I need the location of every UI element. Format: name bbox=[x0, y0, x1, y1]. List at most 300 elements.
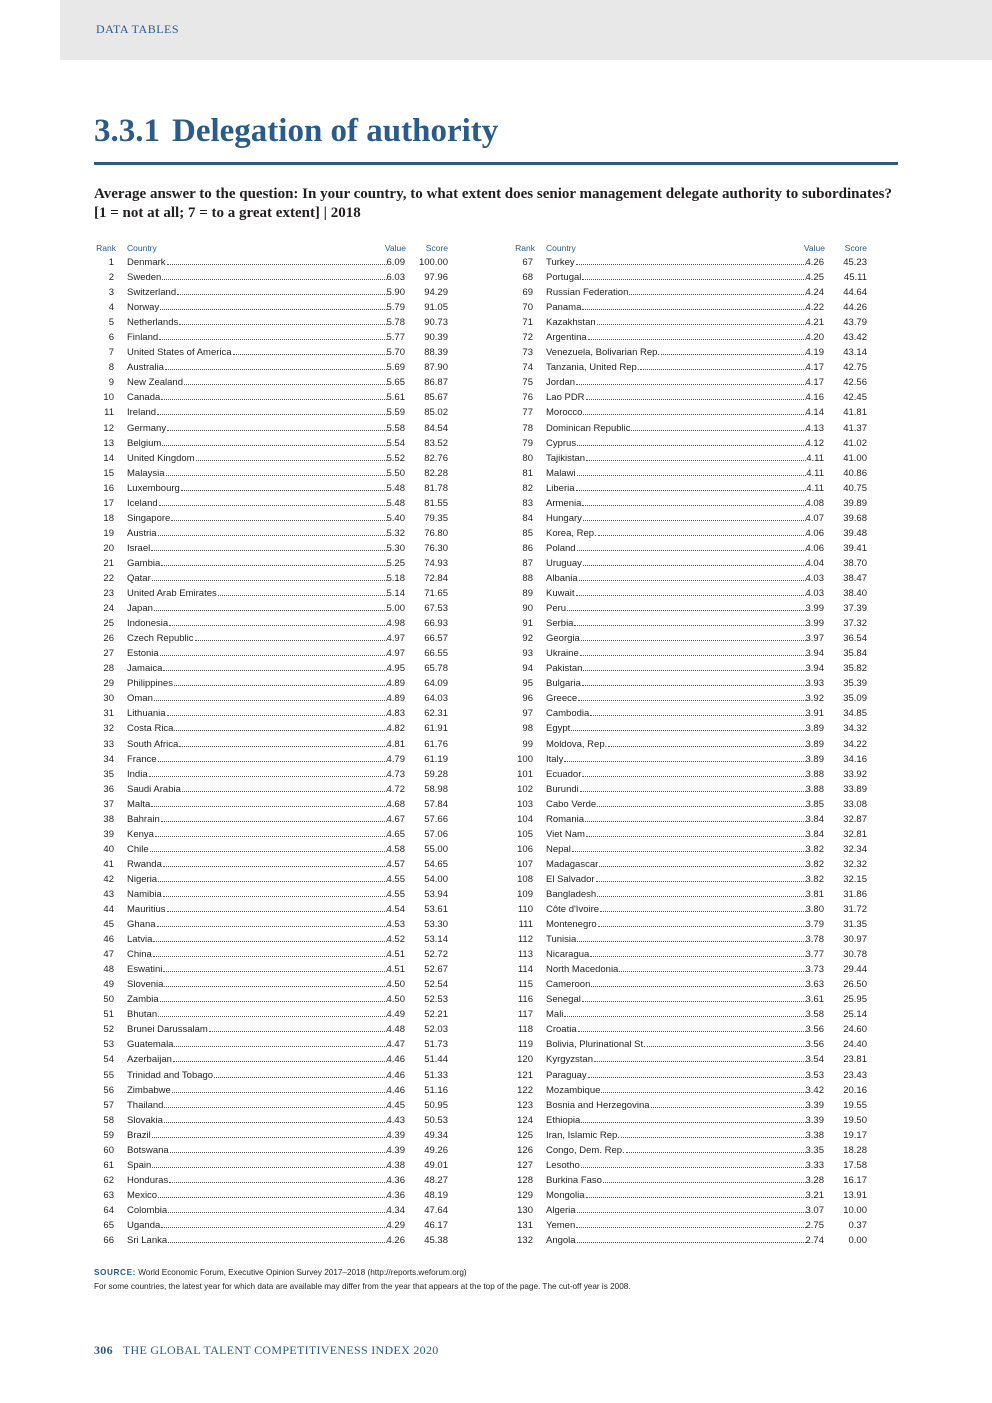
table-row bbox=[88, 436, 448, 451]
row-rank: 107 bbox=[517, 858, 533, 870]
table-row bbox=[88, 270, 448, 285]
dot-leader bbox=[597, 806, 806, 807]
row-country: Tunisia bbox=[546, 934, 577, 946]
row-country-cell bbox=[127, 1203, 387, 1218]
row-country-cell bbox=[127, 285, 387, 300]
row-value: 4.43 bbox=[386, 1114, 405, 1126]
row-rank: 110 bbox=[517, 904, 533, 916]
row-country-cell bbox=[546, 782, 806, 797]
table-row bbox=[507, 315, 867, 330]
row-rank: 30 bbox=[103, 693, 114, 705]
row-value: 3.53 bbox=[805, 1069, 824, 1081]
row-rank: 69 bbox=[522, 287, 533, 299]
row-rank: 77 bbox=[522, 407, 533, 419]
header-value: Value bbox=[803, 243, 825, 253]
dot-leader bbox=[581, 640, 806, 641]
row-rank: 67 bbox=[522, 257, 533, 268]
row-country: Saudi Arabia bbox=[127, 783, 181, 795]
row-rank: 18 bbox=[103, 512, 114, 524]
row-rank: 111 bbox=[518, 919, 533, 931]
table-row bbox=[88, 827, 448, 842]
row-value: 4.17 bbox=[805, 362, 824, 374]
row-score: 81.78 bbox=[424, 482, 448, 494]
table-row bbox=[507, 526, 867, 541]
row-rank: 23 bbox=[103, 588, 114, 600]
row-value: 4.11 bbox=[806, 452, 824, 464]
row-score: 35.39 bbox=[843, 678, 867, 690]
table-row bbox=[507, 481, 867, 496]
table-row bbox=[507, 1037, 867, 1052]
row-score: 19.50 bbox=[843, 1114, 867, 1126]
dot-leader bbox=[585, 821, 806, 822]
row-country: Mozambique bbox=[546, 1084, 601, 1096]
row-value: 5.50 bbox=[386, 467, 405, 479]
row-country: Armenia bbox=[546, 497, 582, 509]
row-country-cell bbox=[546, 842, 806, 857]
row-country-cell bbox=[127, 1098, 387, 1113]
row-score: 59.28 bbox=[424, 768, 448, 780]
row-country: Zambia bbox=[127, 994, 159, 1006]
row-rank: 65 bbox=[103, 1220, 114, 1231]
dot-leader bbox=[152, 1167, 387, 1168]
dot-leader bbox=[577, 1212, 806, 1213]
row-country: Netherlands bbox=[127, 317, 179, 329]
row-country-cell bbox=[546, 511, 806, 526]
row-country-cell bbox=[127, 481, 387, 496]
row-score: 32.81 bbox=[843, 828, 867, 840]
source-label: SOURCE: bbox=[94, 1268, 136, 1277]
dot-leader bbox=[163, 971, 387, 972]
row-country-cell bbox=[546, 300, 806, 315]
row-country: Hungary bbox=[546, 512, 582, 524]
row-value: 3.28 bbox=[805, 1174, 824, 1186]
row-country-cell bbox=[546, 390, 806, 405]
row-rank: 108 bbox=[517, 873, 533, 885]
dot-leader bbox=[608, 746, 806, 747]
row-score: 35.09 bbox=[843, 693, 867, 705]
row-rank: 82 bbox=[522, 482, 533, 494]
table-row bbox=[507, 1098, 867, 1113]
row-score: 37.39 bbox=[843, 603, 867, 615]
dot-leader bbox=[598, 535, 806, 536]
table-row bbox=[88, 646, 448, 661]
row-rank: 109 bbox=[517, 888, 533, 900]
table-row bbox=[507, 1218, 867, 1233]
row-country-cell bbox=[546, 676, 806, 691]
row-score: 52.53 bbox=[424, 994, 448, 1006]
row-country-cell bbox=[127, 345, 387, 360]
row-score: 39.68 bbox=[843, 512, 867, 524]
row-rank: 114 bbox=[517, 964, 533, 976]
dot-leader bbox=[149, 776, 387, 777]
row-rank: 72 bbox=[522, 332, 533, 344]
row-score: 91.05 bbox=[424, 302, 448, 314]
dot-leader bbox=[162, 279, 387, 280]
row-rank: 73 bbox=[522, 347, 533, 359]
row-value: 4.08 bbox=[805, 497, 824, 509]
row-rank: 32 bbox=[103, 723, 114, 735]
row-country: Bahrain bbox=[127, 813, 160, 825]
row-rank: 71 bbox=[522, 317, 533, 329]
row-value: 5.32 bbox=[386, 527, 405, 539]
dot-leader bbox=[166, 475, 388, 476]
row-rank: 43 bbox=[103, 888, 114, 900]
dot-leader bbox=[577, 550, 806, 551]
row-rank: 127 bbox=[517, 1159, 533, 1171]
row-score: 26.50 bbox=[843, 979, 867, 991]
row-country: Cabo Verde bbox=[546, 798, 597, 810]
row-value: 4.26 bbox=[386, 1235, 405, 1247]
row-country-cell bbox=[546, 616, 806, 631]
table-row bbox=[88, 556, 448, 571]
row-value: 6.03 bbox=[386, 272, 405, 284]
row-score: 10.00 bbox=[843, 1204, 867, 1216]
dot-leader bbox=[582, 1001, 806, 1002]
row-country-cell bbox=[546, 737, 806, 752]
dot-leader bbox=[586, 460, 806, 461]
row-country-cell bbox=[127, 436, 387, 451]
dot-leader bbox=[177, 294, 387, 295]
dot-leader bbox=[564, 1016, 806, 1017]
row-country-cell bbox=[546, 285, 806, 300]
row-rank: 89 bbox=[522, 588, 533, 600]
table-row bbox=[507, 1143, 867, 1158]
row-country: Portugal bbox=[546, 272, 582, 284]
row-value: 3.89 bbox=[805, 738, 824, 750]
row-value: 4.46 bbox=[386, 1069, 405, 1081]
row-country: Dominican Republic bbox=[546, 422, 631, 434]
table-row bbox=[88, 857, 448, 872]
row-score: 52.03 bbox=[424, 1024, 448, 1036]
row-country-cell bbox=[546, 345, 806, 360]
row-value: 3.56 bbox=[805, 1039, 824, 1051]
row-country: Iran, Islamic Rep. bbox=[546, 1129, 620, 1141]
row-rank: 129 bbox=[517, 1189, 533, 1201]
row-rank: 24 bbox=[103, 603, 114, 615]
row-rank: 106 bbox=[517, 843, 533, 855]
row-country: Slovenia bbox=[127, 979, 164, 991]
row-rank: 6 bbox=[108, 332, 114, 344]
row-country: Georgia bbox=[546, 633, 580, 645]
row-country-cell bbox=[546, 646, 806, 661]
dot-leader bbox=[214, 1077, 387, 1078]
table-row bbox=[507, 601, 867, 616]
row-country-cell bbox=[546, 330, 806, 345]
row-country: Finland bbox=[127, 332, 159, 344]
row-country: Ethiopia bbox=[546, 1114, 581, 1126]
row-country-cell bbox=[127, 631, 387, 646]
row-value: 5.65 bbox=[386, 377, 405, 389]
header-score: Score bbox=[425, 243, 448, 253]
dot-leader bbox=[598, 926, 806, 927]
page-number: 306 bbox=[94, 1343, 113, 1357]
dot-leader bbox=[173, 1061, 387, 1062]
row-value: 4.67 bbox=[386, 813, 405, 825]
table-row bbox=[507, 1128, 867, 1143]
row-rank: 119 bbox=[517, 1039, 533, 1051]
row-country-cell bbox=[127, 390, 387, 405]
table-row bbox=[507, 706, 867, 721]
row-score: 66.93 bbox=[424, 618, 448, 630]
row-score: 41.02 bbox=[843, 437, 867, 449]
row-score: 17.58 bbox=[843, 1159, 867, 1171]
row-rank: 25 bbox=[103, 618, 114, 630]
dot-leader bbox=[168, 1242, 387, 1243]
dot-leader bbox=[196, 460, 387, 461]
row-country: Paraguay bbox=[546, 1069, 587, 1081]
row-country: Spain bbox=[127, 1159, 152, 1171]
ranking-table-right bbox=[507, 242, 867, 1248]
row-rank: 9 bbox=[108, 377, 114, 389]
dot-leader bbox=[571, 730, 806, 731]
title-text: Delegation of authority bbox=[172, 113, 499, 149]
row-rank: 126 bbox=[517, 1144, 533, 1156]
row-country-cell bbox=[127, 1218, 387, 1233]
row-country: Ireland bbox=[127, 407, 157, 419]
row-value: 4.65 bbox=[386, 828, 405, 840]
dot-leader bbox=[157, 926, 387, 927]
row-country: Viet Nam bbox=[546, 828, 585, 840]
row-score: 64.03 bbox=[424, 693, 448, 705]
row-value: 4.46 bbox=[386, 1084, 405, 1096]
table-row bbox=[88, 1143, 448, 1158]
row-country: El Salvador bbox=[546, 873, 595, 885]
row-country: Morocco bbox=[546, 407, 583, 419]
dot-leader bbox=[184, 384, 387, 385]
row-rank: 3 bbox=[108, 287, 114, 299]
dot-leader bbox=[161, 821, 387, 822]
row-country: Moldova, Rep. bbox=[546, 738, 608, 750]
row-value: 4.04 bbox=[805, 557, 824, 569]
table-row bbox=[88, 706, 448, 721]
row-value: 4.53 bbox=[386, 919, 405, 931]
row-score: 18.28 bbox=[843, 1144, 867, 1156]
dot-leader bbox=[154, 700, 387, 701]
row-country: Algeria bbox=[546, 1204, 576, 1216]
table-row bbox=[507, 466, 867, 481]
row-value: 3.94 bbox=[805, 648, 824, 660]
row-rank: 115 bbox=[517, 979, 533, 991]
table-row bbox=[507, 992, 867, 1007]
table-row bbox=[88, 330, 448, 345]
row-country-cell bbox=[127, 526, 387, 541]
dot-leader bbox=[150, 851, 387, 852]
dot-leader bbox=[600, 911, 806, 912]
row-country: Uganda bbox=[127, 1220, 161, 1231]
row-country-cell bbox=[127, 330, 387, 345]
row-country-cell bbox=[127, 571, 387, 586]
row-rank: 29 bbox=[103, 678, 114, 690]
row-country: Tajikistan bbox=[546, 452, 586, 464]
dot-leader bbox=[154, 610, 387, 611]
row-rank: 16 bbox=[103, 482, 114, 494]
row-country: Indonesia bbox=[127, 618, 169, 630]
row-value: 4.95 bbox=[386, 663, 405, 675]
dot-leader bbox=[591, 986, 806, 987]
row-country-cell bbox=[546, 872, 806, 887]
row-score: 29.44 bbox=[843, 964, 867, 976]
row-rank: 102 bbox=[517, 783, 533, 795]
row-country-cell bbox=[127, 977, 387, 992]
row-country: Canada bbox=[127, 392, 161, 404]
dot-leader bbox=[158, 761, 387, 762]
ranking-table-left bbox=[88, 242, 448, 1248]
table-row bbox=[88, 345, 448, 360]
dot-leader bbox=[577, 1242, 806, 1243]
row-score: 48.27 bbox=[424, 1174, 448, 1186]
row-country-cell bbox=[127, 646, 387, 661]
row-score: 13.91 bbox=[843, 1189, 867, 1201]
row-rank: 75 bbox=[522, 377, 533, 389]
row-country: Lesotho bbox=[546, 1159, 580, 1171]
row-rank: 122 bbox=[517, 1084, 533, 1096]
row-score: 41.00 bbox=[843, 452, 867, 464]
row-score: 34.22 bbox=[843, 738, 867, 750]
table-row bbox=[88, 947, 448, 962]
row-score: 38.40 bbox=[843, 588, 867, 600]
row-rank: 12 bbox=[103, 422, 114, 434]
row-country: Mexico bbox=[127, 1189, 158, 1201]
row-country-cell bbox=[127, 691, 387, 706]
row-rank: 51 bbox=[103, 1009, 114, 1021]
dot-leader bbox=[640, 369, 806, 370]
table-row bbox=[88, 887, 448, 902]
row-value: 3.07 bbox=[805, 1204, 824, 1216]
row-value: 4.81 bbox=[386, 738, 405, 750]
row-value: 5.69 bbox=[386, 362, 405, 374]
row-country-cell bbox=[127, 962, 387, 977]
row-rank: 37 bbox=[103, 798, 114, 810]
table-row bbox=[88, 405, 448, 420]
dot-leader bbox=[209, 1031, 387, 1032]
row-score: 23.43 bbox=[843, 1069, 867, 1081]
dot-leader bbox=[182, 791, 387, 792]
dot-leader bbox=[581, 1167, 806, 1168]
row-value: 5.18 bbox=[386, 572, 405, 584]
row-country-cell bbox=[546, 1068, 806, 1083]
row-country: Korea, Rep. bbox=[546, 527, 597, 539]
row-country: Belgium bbox=[127, 437, 162, 449]
row-country-cell bbox=[546, 1037, 806, 1052]
row-country-cell bbox=[546, 360, 806, 375]
row-score: 31.72 bbox=[843, 904, 867, 916]
row-rank: 92 bbox=[522, 633, 533, 645]
table-header bbox=[507, 242, 867, 255]
row-country: Bulgaria bbox=[546, 678, 581, 690]
row-score: 45.38 bbox=[424, 1235, 448, 1247]
table-row bbox=[88, 1203, 448, 1218]
row-score: 35.84 bbox=[843, 648, 867, 660]
row-rank: 128 bbox=[517, 1174, 533, 1186]
row-country: Denmark bbox=[127, 257, 166, 268]
dot-leader bbox=[621, 1137, 806, 1138]
table-row bbox=[507, 496, 867, 511]
row-country-cell bbox=[546, 526, 806, 541]
row-country-cell bbox=[127, 842, 387, 857]
row-score: 76.80 bbox=[424, 527, 448, 539]
row-country: Mongolia bbox=[546, 1189, 585, 1201]
row-value: 3.38 bbox=[805, 1129, 824, 1141]
row-score: 53.30 bbox=[424, 919, 448, 931]
row-country-cell bbox=[546, 481, 806, 496]
row-rank: 94 bbox=[522, 663, 533, 675]
row-rank: 46 bbox=[103, 934, 114, 946]
row-score: 84.54 bbox=[424, 422, 448, 434]
row-value: 4.89 bbox=[386, 693, 405, 705]
row-country: Namibia bbox=[127, 888, 162, 900]
row-value: 5.25 bbox=[386, 557, 405, 569]
row-score: 53.94 bbox=[424, 888, 448, 900]
dot-leader bbox=[163, 866, 387, 867]
row-country-cell bbox=[127, 1173, 387, 1188]
table-subtitle: Average answer to the question: In your country, to what extent does senior management delegate authority to subordinates? [1 = not at all; 7 = to a great extent] | 2018 bbox=[94, 186, 893, 221]
row-rank: 90 bbox=[522, 603, 533, 615]
row-country-cell bbox=[546, 1233, 806, 1248]
row-score: 71.65 bbox=[424, 588, 448, 600]
row-country: Croatia bbox=[546, 1024, 577, 1036]
row-country: Peru bbox=[546, 603, 567, 615]
row-value: 2.75 bbox=[805, 1220, 824, 1231]
table-rows-right bbox=[507, 255, 867, 1248]
row-country-cell bbox=[546, 421, 806, 436]
table-row bbox=[507, 1052, 867, 1067]
row-country-cell bbox=[546, 375, 806, 390]
row-score: 33.89 bbox=[843, 783, 867, 795]
row-country-cell bbox=[127, 947, 387, 962]
row-country-cell bbox=[546, 556, 806, 571]
row-country-cell bbox=[127, 255, 387, 270]
row-country: Thailand bbox=[127, 1099, 164, 1111]
row-value: 4.73 bbox=[386, 768, 405, 780]
table-row bbox=[507, 1083, 867, 1098]
row-country: Mauritius bbox=[127, 904, 166, 916]
dot-leader bbox=[162, 445, 387, 446]
table-row bbox=[507, 270, 867, 285]
row-score: 65.78 bbox=[424, 663, 448, 675]
row-country-cell bbox=[546, 902, 806, 917]
row-country-cell bbox=[546, 1113, 806, 1128]
row-score: 55.00 bbox=[424, 843, 448, 855]
row-rank: 113 bbox=[517, 949, 533, 961]
row-country-cell bbox=[127, 721, 387, 736]
row-country-cell bbox=[546, 1158, 806, 1173]
row-score: 85.02 bbox=[424, 407, 448, 419]
dot-leader bbox=[619, 971, 806, 972]
row-country-cell bbox=[127, 511, 387, 526]
row-country-cell bbox=[546, 1007, 806, 1022]
table-row bbox=[88, 1173, 448, 1188]
table-row bbox=[507, 917, 867, 932]
row-score: 54.00 bbox=[424, 873, 448, 885]
row-value: 4.21 bbox=[805, 317, 824, 329]
row-rank: 5 bbox=[108, 317, 114, 329]
row-score: 20.16 bbox=[843, 1084, 867, 1096]
row-score: 40.86 bbox=[843, 467, 867, 479]
table-row bbox=[88, 752, 448, 767]
row-score: 51.33 bbox=[424, 1069, 448, 1081]
row-country-cell bbox=[127, 421, 387, 436]
page-footer bbox=[94, 1343, 439, 1358]
row-rank: 55 bbox=[103, 1069, 114, 1081]
row-score: 83.52 bbox=[424, 437, 448, 449]
row-score: 82.28 bbox=[424, 467, 448, 479]
dot-leader bbox=[576, 1227, 806, 1228]
row-rank: 96 bbox=[522, 693, 533, 705]
dot-leader bbox=[158, 535, 387, 536]
dot-leader bbox=[586, 836, 806, 837]
row-country-cell bbox=[127, 1128, 387, 1143]
row-score: 32.34 bbox=[843, 843, 867, 855]
